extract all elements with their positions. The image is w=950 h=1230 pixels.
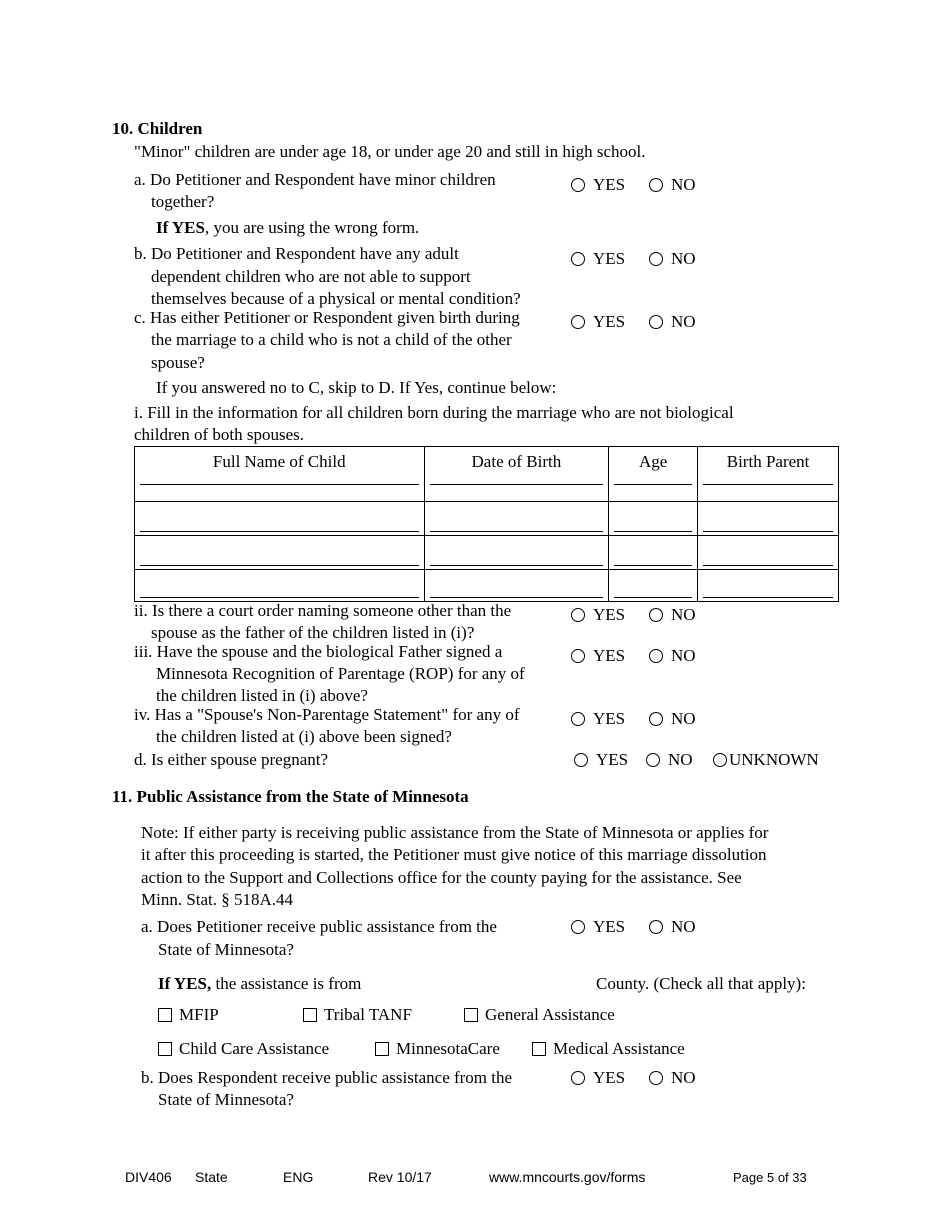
- q11b-no-radio[interactable]: NO: [649, 1067, 696, 1089]
- table-row: [135, 570, 839, 602]
- question-i-line2: children of both spouses.: [134, 425, 304, 444]
- assistance-from-label: If YES, the assistance is from: [158, 974, 362, 993]
- q10d-yes-radio[interactable]: YES: [574, 749, 628, 771]
- question-iv-line2: the children listed at (i) above been signed?: [156, 727, 452, 746]
- radio-circle-icon: [649, 1071, 663, 1085]
- child-birth-parent-field[interactable]: [698, 570, 839, 602]
- radio-circle-icon: [571, 649, 585, 663]
- child-age-field[interactable]: [609, 536, 698, 570]
- q10iii-no-radio[interactable]: NO: [649, 645, 696, 667]
- question-b-line3: themselves because of a physical or mental condition?: [151, 289, 521, 308]
- radio-circle-icon: [646, 753, 660, 767]
- question-c-note: If you answered no to C, skip to D. If Yes, continue below:: [156, 378, 557, 397]
- checkbox-icon: [303, 1008, 317, 1022]
- footer-form-id: DIV406: [125, 1169, 172, 1185]
- child-birth-parent-field[interactable]: [698, 502, 839, 536]
- radio-circle-icon: [571, 712, 585, 726]
- q10d-unknown-radio[interactable]: UNKNOWN: [713, 749, 819, 771]
- child-dob-field[interactable]: [424, 502, 609, 536]
- table-row: [135, 536, 839, 570]
- child-dob-field[interactable]: [424, 570, 609, 602]
- question-b-line2: dependent children who are not able to support: [151, 267, 471, 286]
- child-age-field[interactable]: [609, 570, 698, 602]
- tribal-tanf-checkbox[interactable]: Tribal TANF: [303, 1004, 412, 1026]
- q10b-yes-radio[interactable]: YES: [571, 248, 625, 270]
- question-c-line1: c. Has either Petitioner or Respondent given birth during: [134, 308, 520, 327]
- q10ii-yes-radio[interactable]: YES: [571, 604, 625, 626]
- checkbox-icon: [464, 1008, 478, 1022]
- table-header-cell[interactable]: Full Name of Child: [135, 447, 425, 502]
- table-header-row: [135, 447, 839, 502]
- footer-revision: Rev 10/17: [368, 1169, 432, 1185]
- question-c-line3: spouse?: [151, 353, 205, 372]
- radio-circle-icon: [574, 753, 588, 767]
- county-label: County. (Check all that apply):: [596, 974, 806, 993]
- question-i-line1: i. Fill in the information for all children born during the marriage who are not biological: [134, 403, 734, 422]
- mfip-checkbox[interactable]: MFIP: [158, 1004, 219, 1026]
- child-name-field[interactable]: [135, 502, 425, 536]
- section-10-title: 10. Children: [112, 119, 203, 138]
- question-11a-line2: State of Minnesota?: [158, 940, 294, 959]
- q10c-yes-radio[interactable]: YES: [571, 311, 625, 333]
- question-a-line1: a. Do Petitioner and Respondent have minor children: [134, 170, 496, 189]
- table-header-cell[interactable]: Date of Birth: [424, 447, 609, 502]
- child-age-field[interactable]: [609, 502, 698, 536]
- question-ii-line2: spouse as the father of the children listed in (i)?: [151, 623, 475, 642]
- question-a-note: If YES, you are using the wrong form.: [156, 218, 420, 237]
- child-name-field[interactable]: [135, 536, 425, 570]
- radio-circle-icon: [649, 649, 663, 663]
- checkbox-icon: [158, 1008, 172, 1022]
- q11a-no-radio[interactable]: NO: [649, 916, 696, 938]
- radio-circle-icon: [571, 252, 585, 266]
- question-11b-line1: b. Does Respondent receive public assistance from the: [141, 1068, 513, 1087]
- radio-circle-icon: [571, 178, 585, 192]
- child-dob-field[interactable]: [424, 536, 609, 570]
- question-b-line1: b. Do Petitioner and Respondent have any adult: [134, 244, 459, 263]
- q10a-yes-radio[interactable]: YES: [571, 174, 625, 196]
- footer-page-number: Page 5 of 33: [733, 1170, 807, 1185]
- checkbox-icon: [532, 1042, 546, 1056]
- radio-circle-icon: [713, 753, 727, 767]
- general-assistance-checkbox[interactable]: General Assistance: [464, 1004, 615, 1026]
- question-iv-line1: iv. Has a "Spouse's Non-Parentage Statement" for any of: [134, 705, 520, 724]
- question-11b-line2: State of Minnesota?: [158, 1090, 294, 1109]
- radio-circle-icon: [649, 315, 663, 329]
- medical-assistance-checkbox[interactable]: Medical Assistance: [532, 1038, 685, 1060]
- section-11-title: 11. Public Assistance from the State of Minnesota: [112, 787, 469, 806]
- footer-url: www.mncourts.gov/forms: [489, 1169, 646, 1185]
- checkbox-icon: [375, 1042, 389, 1056]
- question-a-line2: together?: [151, 192, 215, 211]
- minor-definition: "Minor" children are under age 18, or under age 20 and still in high school.: [134, 142, 646, 161]
- minnesotacare-checkbox[interactable]: MinnesotaCare: [375, 1038, 500, 1060]
- question-iii-line3: the children listed in (i) above?: [156, 686, 368, 705]
- radio-circle-icon: [571, 315, 585, 329]
- q10a-no-radio[interactable]: NO: [649, 174, 696, 196]
- question-c-line2: the marriage to a child who is not a child of the other: [151, 330, 512, 349]
- radio-circle-icon: [649, 252, 663, 266]
- q10iv-no-radio[interactable]: NO: [649, 708, 696, 730]
- radio-circle-icon: [649, 178, 663, 192]
- radio-circle-icon: [649, 920, 663, 934]
- radio-circle-icon: [571, 608, 585, 622]
- q10iii-yes-radio[interactable]: YES: [571, 645, 625, 667]
- question-iii-line2: Minnesota Recognition of Parentage (ROP) for any of: [156, 664, 525, 683]
- q10iv-yes-radio[interactable]: YES: [571, 708, 625, 730]
- footer-language: ENG: [283, 1169, 314, 1185]
- q10c-no-radio[interactable]: NO: [649, 311, 696, 333]
- q11b-yes-radio[interactable]: YES: [571, 1067, 625, 1089]
- question-11a-line1: a. Does Petitioner receive public assistance from the: [141, 917, 497, 936]
- radio-circle-icon: [571, 1071, 585, 1085]
- checkbox-icon: [158, 1042, 172, 1056]
- table-row: [135, 502, 839, 536]
- q11a-yes-radio[interactable]: YES: [571, 916, 625, 938]
- radio-circle-icon: [649, 712, 663, 726]
- q10d-no-radio[interactable]: NO: [646, 749, 693, 771]
- q10b-no-radio[interactable]: NO: [649, 248, 696, 270]
- q10ii-no-radio[interactable]: NO: [649, 604, 696, 626]
- table-header-cell[interactable]: Birth Parent: [698, 447, 839, 502]
- footer-state: State: [195, 1169, 228, 1185]
- question-iii-line1: iii. Have the spouse and the biological Father signed a: [134, 642, 503, 661]
- child-birth-parent-field[interactable]: [698, 536, 839, 570]
- child-name-field[interactable]: [135, 570, 425, 602]
- note-line3: action to the Support and Collections office for the county paying for the assistance. See: [141, 868, 742, 887]
- children-table: [134, 446, 839, 602]
- child-care-assistance-checkbox[interactable]: Child Care Assistance: [158, 1038, 329, 1060]
- radio-circle-icon: [571, 920, 585, 934]
- radio-circle-icon: [649, 608, 663, 622]
- note-line2: it after this proceeding is started, the Petitioner must give notice of this marriage dissolution: [141, 845, 767, 864]
- question-ii-line1: ii. Is there a court order naming someone other than the: [134, 601, 512, 620]
- table-header-cell[interactable]: Age: [609, 447, 698, 502]
- note-line4: Minn. Stat. § 518A.44: [141, 890, 294, 909]
- note-line1: Note: If either party is receiving public assistance from the State of Minnesota or applies for: [141, 823, 769, 842]
- question-d: d. Is either spouse pregnant?: [134, 750, 329, 769]
